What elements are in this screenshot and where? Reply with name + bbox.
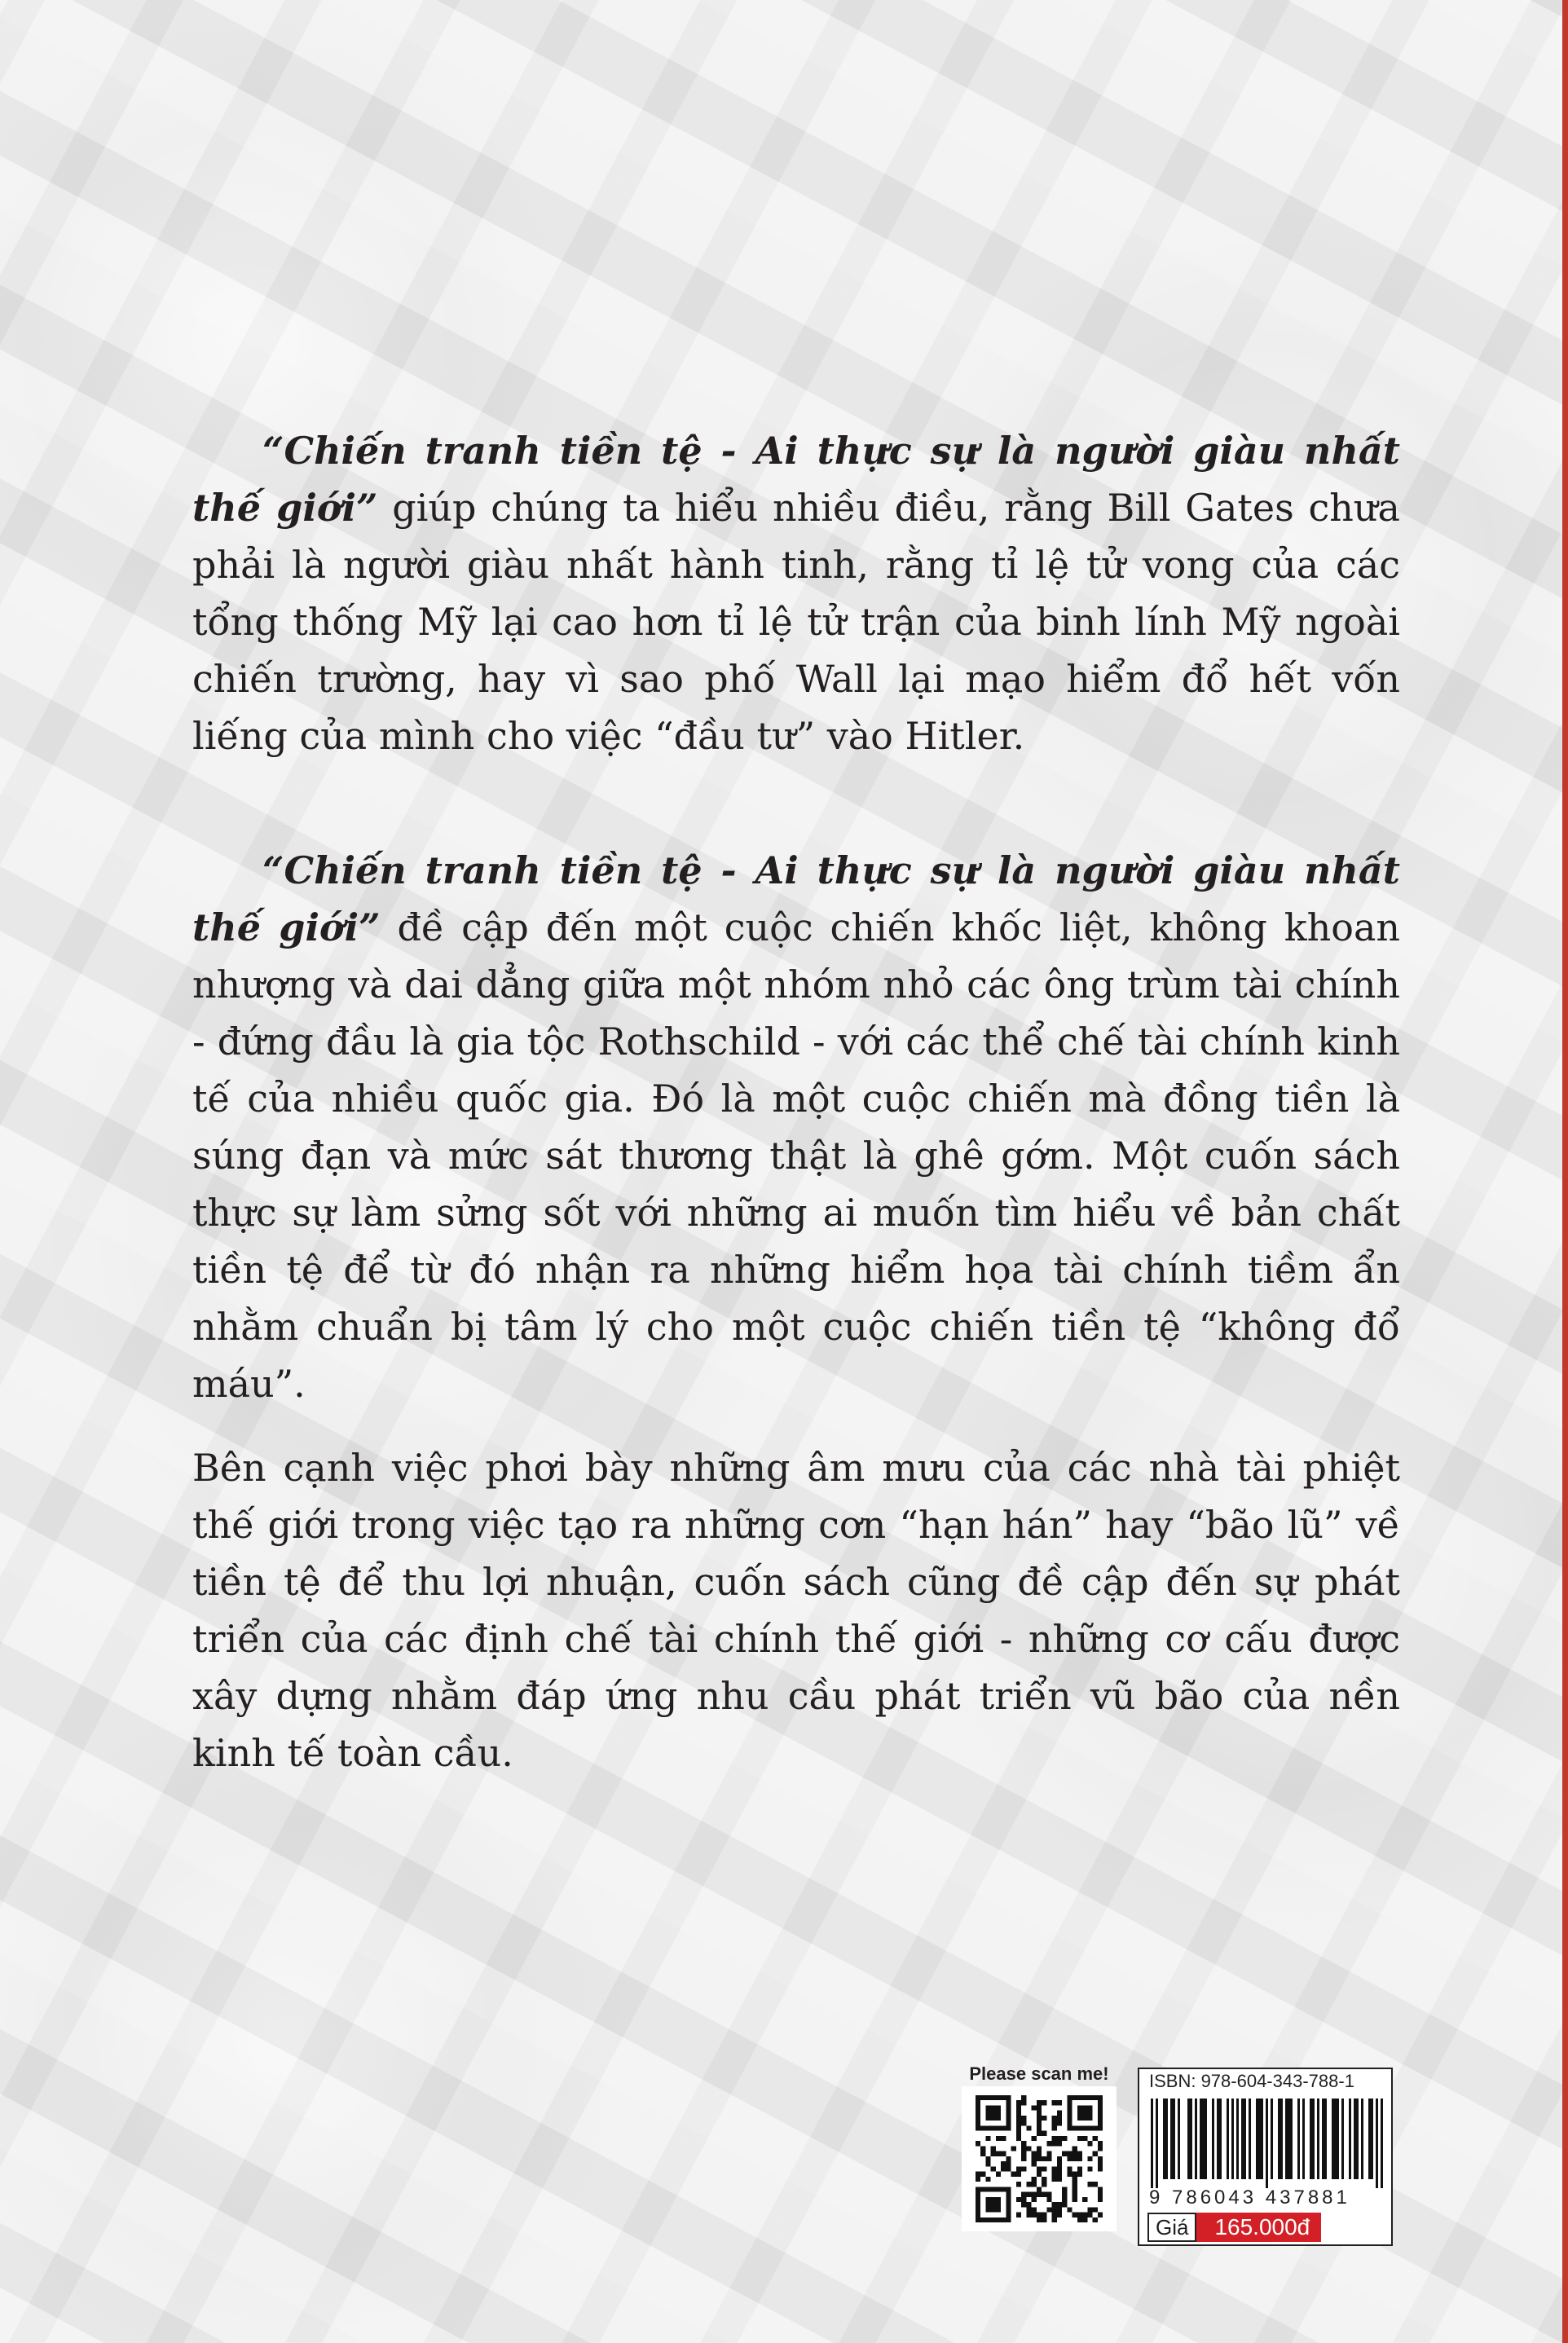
isbn-barcode-block <box>1138 2068 1393 2246</box>
isbn-label: ISBN: 978-604-343-788-1 <box>1149 2071 1354 2091</box>
paragraph-text: đề cập đến một cuộc chiến khốc liệt, không khoan nhượng và dai dẳng giữa một nhóm nhỏ các ông trùm tài chính - đứng đầu là gia tộc Rothschild - với các thể chế tài chính kinh tế của nhiều quốc gia. Đó là một cuộc chiến mà đồng tiền là súng đạn và mức sát thương thật là ghê gớm. Một cuốn sách thực sự làm sửng sốt với những ai muốn tìm hiểu về bản chất tiền tệ để từ đó nhận ra những hiểm họa tài chính tiềm ẩn nhằm chuẩn bị tâm lý cho một cuộc chiến tiền tệ “không đổ máu”. <box>192 905 1400 1406</box>
book-title-quote: “Chiến tranh tiền tệ - Ai thực sự là người giàu nhất thế giới” <box>192 848 1400 949</box>
paragraph-3 <box>192 1439 1400 1781</box>
paragraph-text: giúp chúng ta hiểu nhiều điều, rằng Bill Gates chưa phải là người giàu nhất hành tinh, rằng tỉ lệ tử vong của các tổng thống Mỹ lại cao hơn tỉ lệ tử trận của binh lính Mỹ ngoài chiến trường, hay vì sao phố Wall lại mạo hiểm đổ hết vốn liếng của mình cho việc “đầu tư” vào Hitler. <box>192 486 1400 758</box>
spine-edge <box>1562 0 1568 2343</box>
barcode-digits: 9 786043 437881 <box>1149 2187 1350 2209</box>
price-row <box>1147 2213 1321 2242</box>
qr-code[interactable] <box>962 2086 1117 2231</box>
barcode-icon <box>1151 2099 1383 2188</box>
qr-block <box>962 2062 1117 2237</box>
qr-code-icon <box>976 2095 1103 2222</box>
paragraph-1 <box>192 422 1400 764</box>
book-title-quote: “Chiến tranh tiền tệ - Ai thực sự là người giàu nhất thế giới” <box>192 429 1400 530</box>
price-label: Giá <box>1147 2213 1196 2242</box>
qr-caption: Please scan me! <box>969 2063 1109 2084</box>
paragraph-2 <box>192 842 1400 1412</box>
paragraph-text: Bên cạnh việc phơi bày những âm mưu của các nhà tài phiệt thế giới trong việc tạo ra những cơn “hạn hán” hay “bão lũ” về tiền tệ để thu lợi nhuận, cuốn sách cũng đề cập đến sự phát triển của các định chế tài chính thế giới - những cơ cấu được xây dựng nhằm đáp ứng nhu cầu phát triển vũ bão của nền kinh tế toàn cầu. <box>192 1446 1400 1775</box>
price-value: 165.000đ <box>1196 2213 1321 2242</box>
